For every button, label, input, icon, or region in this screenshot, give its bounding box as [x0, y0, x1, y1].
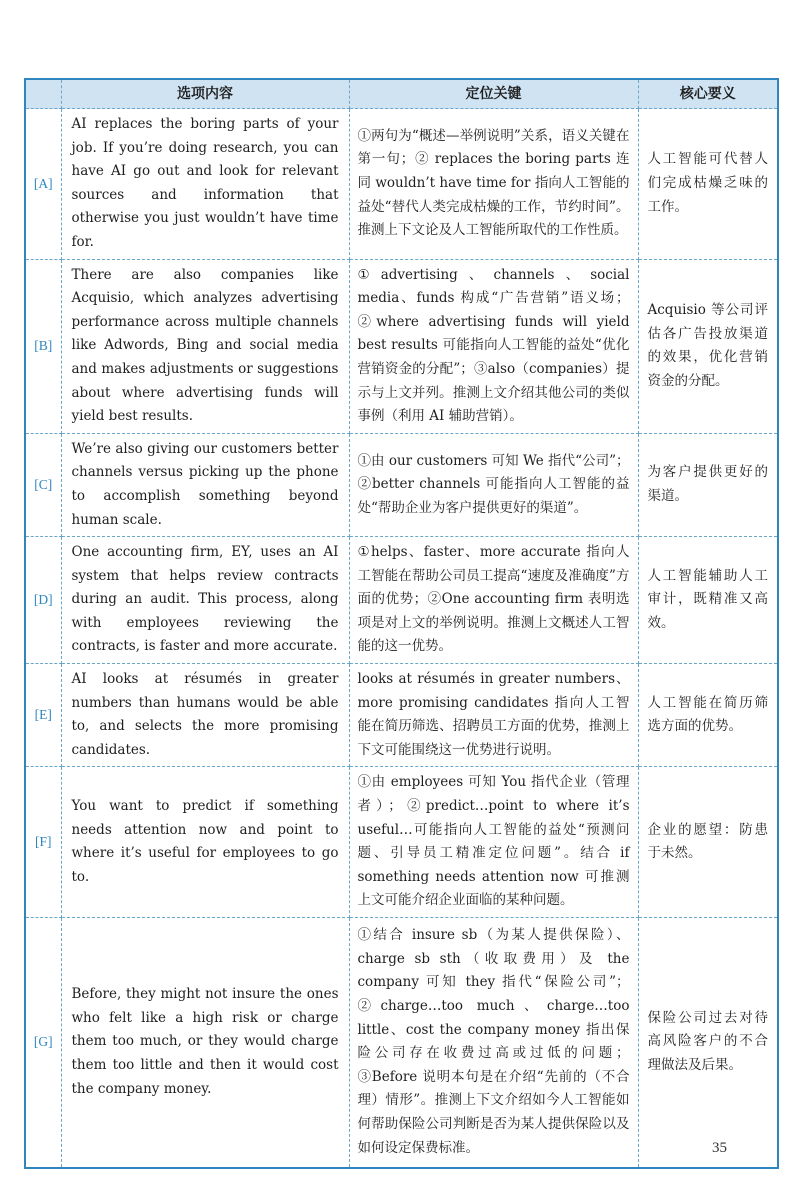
row-label: [G] [25, 918, 61, 1168]
table-row [25, 537, 778, 664]
keywords-text: ①结合 insure sb（为某人提供保险）、charge sb sth（收取费用）及 the company 可知 they 指代“保险公司”；②charge…too much、charge…too little、cost the company money 指出保险公司存在收费过高或过低的问题；③Before 说明本句是在介绍“先前的（不合理）情形”。推测上下文介绍如今人工智能如何帮助保险公司判断是否为某人提供保险以及如何设定保费标准。 [349, 918, 638, 1168]
row-label: [C] [25, 433, 61, 536]
table-row [25, 109, 778, 260]
keywords-text: ①由 our customers 可知 We 指代“公司”；②better channels 可能指向人工智能的益处“帮助企业为客户提供更好的渠道”。 [349, 433, 638, 536]
row-label: [D] [25, 537, 61, 664]
table-row [25, 664, 778, 767]
option-text: We’re also giving our customers better channels versus picking up the phone to accomplish something beyond human scale. [61, 433, 349, 536]
row-label: [A] [25, 109, 61, 260]
keywords-text: ①helps、faster、more accurate 指向人工智能在帮助公司员工提高“速度及准确度”方面的优势；②One accounting firm 表明选项是对上文的举例说明。推测上文概述人工智能的这一优势。 [349, 537, 638, 664]
core-meaning-text: 人工智能可代替人们完成枯燥乏味的工作。 [638, 109, 778, 260]
row-label: [E] [25, 664, 61, 767]
row-label: [F] [25, 767, 61, 918]
table-header-row [25, 79, 778, 109]
core-meaning-text: 人工智能辅助人工审计，既精准又高效。 [638, 537, 778, 664]
keywords-text: ①advertising、channels、social media、funds 构成“广告营销”语义场；②where advertising funds will yield best results 可能指向人工智能的益处“优化营销资金的分配”；③also（companies）提示与上文并列。推测上文介绍其他公司的类似事例（利用 AI 辅助营销）。 [349, 259, 638, 433]
analysis-table [24, 78, 779, 1169]
core-meaning-text: Acquisio 等公司评估各广告投放渠道的效果，优化营销资金的分配。 [638, 259, 778, 433]
table-row [25, 918, 778, 1168]
option-text: Before, they might not insure the ones who felt like a high risk or charge them too much, or they would charge them too little and then it would cost the company money. [61, 918, 349, 1168]
core-meaning-text: 企业的愿望：防患于未然。 [638, 767, 778, 918]
row-label: [B] [25, 259, 61, 433]
option-text: AI replaces the boring parts of your job. If you’re doing research, you can have AI go out and look for relevant sources and information that otherwise you just wouldn’t have time for. [61, 109, 349, 260]
page-number: 35 [712, 1140, 727, 1156]
header-label-cell [25, 79, 61, 109]
keywords-text: ①两句为“概述—举例说明”关系，语义关键在第一句；② replaces the boring parts 连同 wouldn’t have time for 指向人工智能的益处“替代人类完成枯燥的工作，节约时间”。推测上下文论及人工智能所取代的工作性质。 [349, 109, 638, 260]
table-row [25, 259, 778, 433]
option-text: AI looks at résumés in greater numbers than humans would be able to, and selects the more promising candidates. [61, 664, 349, 767]
header-option-content: 选项内容 [61, 79, 349, 109]
table-row [25, 767, 778, 918]
core-meaning-text: 保险公司过去对待高风险客户的不合理做法及后果。 [638, 918, 778, 1168]
option-text: There are also companies like Acquisio, which analyzes advertising performance across multiple channels like Adwords, Bing and social media and makes adjustments or suggestions about where advertising funds will yield best results. [61, 259, 349, 433]
option-text: You want to predict if something needs attention now and point to where it’s useful for employees to go to. [61, 767, 349, 918]
keywords-text: ①由 employees 可知 You 指代企业（管理者）；②predict…point to where it’s useful…可能指向人工智能的益处“预测问题、引导员工精准定位问题”。结合 if something needs attention now 可推测上文可能介绍企业面临的某种问题。 [349, 767, 638, 918]
core-meaning-text: 人工智能在简历筛选方面的优势。 [638, 664, 778, 767]
option-text: One accounting firm, EY, uses an AI system that helps review contracts during an audit. This process, along with employees reviewing the contracts, is faster and more accurate. [61, 537, 349, 664]
table-row [25, 433, 778, 536]
header-core-meaning: 核心要义 [638, 79, 778, 109]
core-meaning-text: 为客户提供更好的渠道。 [638, 433, 778, 536]
header-locating-keywords: 定位关键 [349, 79, 638, 109]
keywords-text: looks at résumés in greater numbers、more promising candidates 指向人工智能在简历筛选、招聘员工方面的优势，推测上下文可能围绕这一优势进行说明。 [349, 664, 638, 767]
